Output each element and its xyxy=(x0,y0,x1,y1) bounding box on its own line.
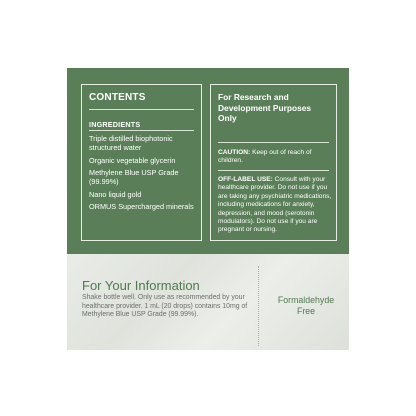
ingredient-item: Methylene Blue USP Grade (99.99%) xyxy=(89,167,179,187)
research-divider xyxy=(218,142,329,143)
caution-body: Keep out of reach of children. xyxy=(218,149,312,165)
ingredient-item: Triple distilled biophotonic structured water xyxy=(89,134,173,153)
badge-line-1: Formaldehyde xyxy=(277,295,335,305)
caution-label: CAUTION: xyxy=(218,149,251,156)
ingredient-item: Organic vegetable glycerin xyxy=(89,155,176,165)
info-text: Shake bottle well. Only use as recommended by your healthcare provider. 1 mL (20 drops) contains 10mg of Methylene Blue USP Grade (99.99%). xyxy=(82,294,248,319)
ingredients-title: INGREDIENTS xyxy=(89,120,141,129)
offlabel-text xyxy=(218,176,332,235)
info-title: For Your Information xyxy=(82,278,200,293)
ingredients-list xyxy=(89,134,199,214)
ingredient-item: ORMUS Supercharged minerals xyxy=(89,201,194,211)
contents-box xyxy=(81,84,202,241)
formaldehyde-free-badge xyxy=(264,295,348,316)
ingredient-item: Nano liquid gold xyxy=(89,189,142,199)
offlabel-label: OFF-LABEL USE: xyxy=(218,176,273,183)
caution-divider xyxy=(218,170,329,171)
research-title: For Research and Development Purposes Only xyxy=(218,92,312,124)
contents-divider xyxy=(89,109,194,110)
contents-title: CONTENTS xyxy=(89,92,146,103)
info-band xyxy=(67,254,349,350)
ingredients-divider xyxy=(89,130,194,131)
caution-text xyxy=(218,149,332,166)
offlabel-body: Consult with your healthcare provider. Do not use if you are taking any psychiatric medications, including medications for anxiety, depression, and mood (serotonin modulators). Do not use if you are pregnant or nursing. xyxy=(218,176,332,234)
label-panel xyxy=(67,68,349,254)
info-divider xyxy=(258,266,259,346)
badge-line-2: Free xyxy=(296,305,316,316)
research-box xyxy=(210,84,337,241)
